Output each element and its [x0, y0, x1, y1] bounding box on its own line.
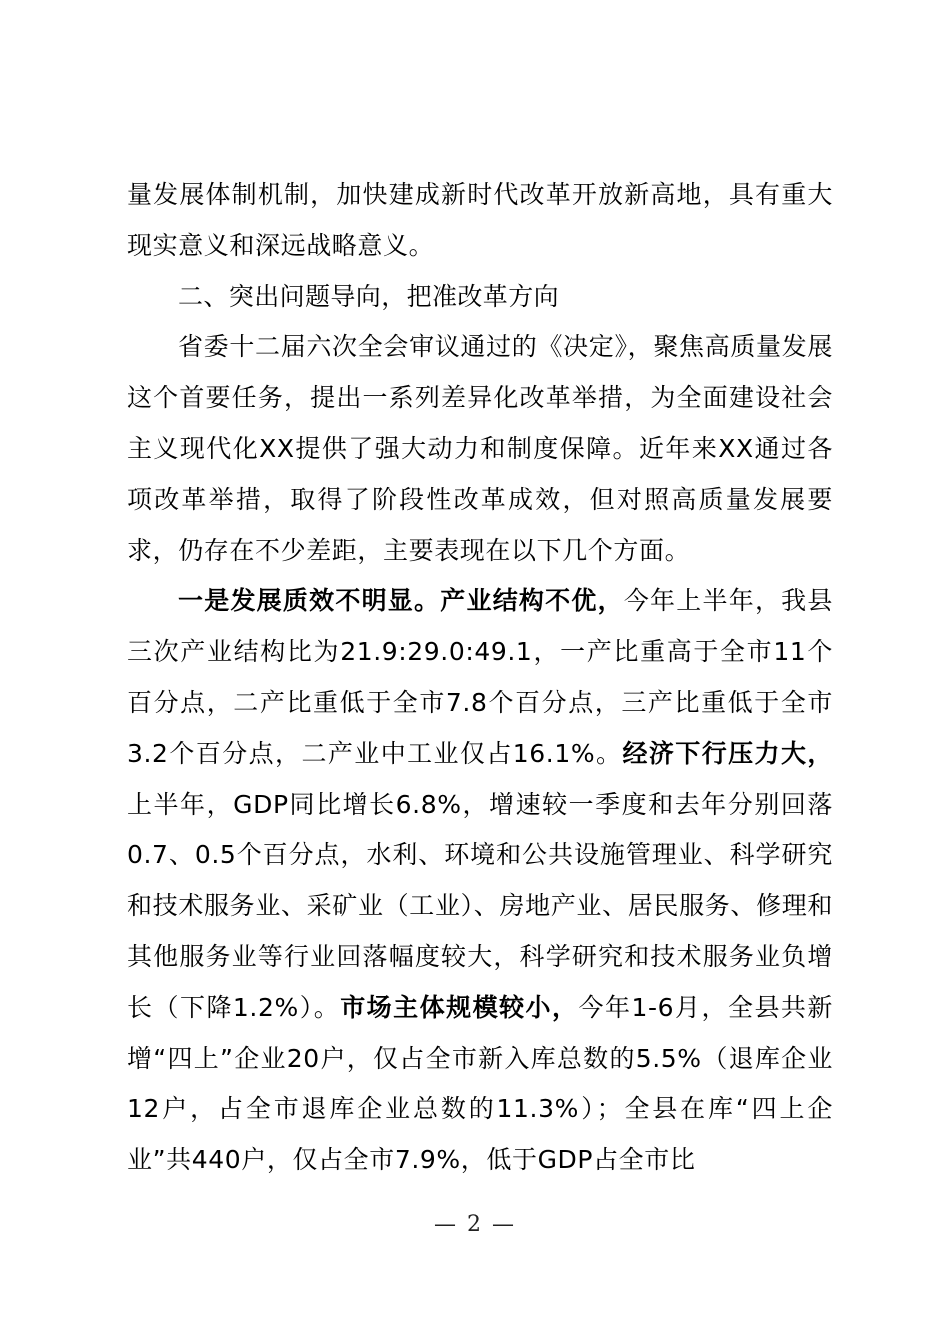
paragraph-text: 上半年，GDP同比增长6.8%，增速较一季度和去年分别回落0.7、0.5个百分点，水利、环境和公共设施管理业、科学研究和技术服务业、采矿业（工业）、房地产业、居民服务、修理和其他服务业等行业回落幅度较大，科学研究和技术服务业负增长（下降1.2%）。: [127, 789, 833, 1022]
section-heading: 二、突出问题导向，把准改革方向: [178, 281, 560, 311]
bold-lead-phrase: 一是发展质效不明显。: [178, 586, 441, 616]
document-body: [127, 170, 833, 1186]
bold-phrase-market-entities: 市场主体规模较小，: [340, 992, 579, 1022]
paragraph-intro: 省委十二届六次全会审议通过的《决定》，聚焦高质量发展这个首要任务，提出一系列差异化改革举措，为全面建设社会主义现代化XX提供了强大动力和制度保障。近年来XX通过各项改革举措，取得了阶段性改革成效，但对照高质量发展要求，仍存在不少差距，主要表现在以下几个方面。: [127, 332, 833, 565]
paragraph-text: 今年上半年，我县三次产业结构比为21.9:29.0:49.1，一产比重高于全市11个百分点，二产比重低于全市7.8个百分点，三产比重低于全市3.2个百分点，二产业中工业仅占16.1%。: [127, 586, 833, 768]
page-number: — 2 —: [434, 1212, 516, 1237]
paragraph-text: 今年1-6月，全县共新增“四上”企业20户，仅占全市新入库总数的5.5%（退库企业12户，占全市退库企业总数的11.3%）；全县在库“四上企业”共440户，仅占全市7.9%，低于GDP占全市比: [127, 992, 834, 1175]
bold-phrase-economic-pressure: 经济下行压力大，: [622, 738, 833, 768]
paragraph-continuation: 量发展体制机制，加快建成新时代改革开放新高地，具有重大现实意义和深远战略意义。: [127, 180, 833, 260]
paragraph-issue-one: [127, 576, 833, 1186]
bold-phrase-industry-structure: 产业结构不优，: [440, 586, 624, 616]
